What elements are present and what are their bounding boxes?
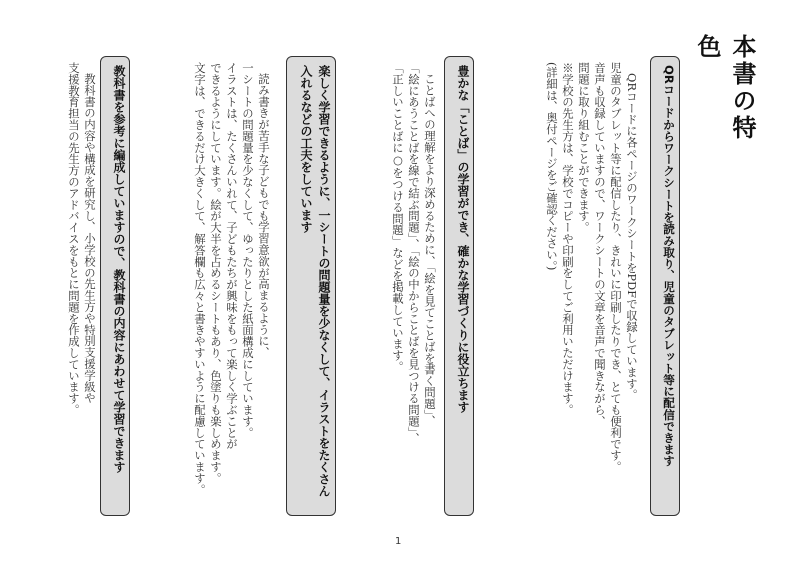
section-2-paragraph: ことばへの理解をより深めるために、「絵を見てことばを書く問題」、 (423, 73, 437, 427)
section-4-body (48, 62, 98, 512)
section-4-paragraph: 支援教育担当の先生方のアドバイスをもとに問題を作成しています。 (67, 62, 81, 416)
section-3-paragraph: イラストは、たくさんいれて、子どもたちが興味をもって楽しく学ぶことが (225, 62, 239, 450)
section-1-paragraph: 児童のタブレット等に配信したり、きれいに印刷したりでき、とても便利です。 (609, 62, 623, 473)
section-1-paragraph: ※学校の先生方は、学校でコピーや印刷をしてご利用いただけます。 (561, 62, 575, 416)
section-1-paragraph: 音声も収録していますので、ワークシートの文章を音声で聞きながら、 (593, 62, 607, 427)
section-3-paragraph: 文字は、できるだけ大きくして、解答欄も広々と書きやすいように配慮しています。 (193, 62, 207, 496)
section-4-heading: 教科書を参考に編成していますので、教科書の内容にあわせて学習できます (100, 56, 130, 516)
section-2-paragraph: 「絵にあうことばを線で結ぶ問題」、「絵の中からことばを見つける問題」、 (407, 62, 421, 444)
section-3-paragraph: 一シートの問題量を少なくして、ゆったりとした紙面構成にしています。 (241, 62, 255, 439)
section-3-heading: 楽しく学習できるように、一シートの問題量を少なくして、イラストをたくさん入れるなどの工夫をしています (286, 56, 336, 516)
section-2-paragraph: 「正しいことばに○をつける問題」などを掲載しています。 (391, 62, 405, 373)
section-1-heading: QRコードからワークシートを読み取り、児童のタブレット等に配信できます (650, 56, 680, 516)
section-1-body (512, 62, 640, 512)
section-3-body (172, 62, 272, 522)
section-4-paragraph: 教科書の内容や構成を研究し、小学校の先生方や特別支援学級や (83, 73, 97, 404)
section-1-paragraph: (詳細は、奥付ページをご確認ください。) (545, 62, 559, 271)
section-1-paragraph: QRコードに各ページのワークシートをPDFで収録しています。 (625, 73, 639, 402)
section-2-heading: 豊かな「ことば」の学習ができ、確かな学習づくりに役立ちます (444, 56, 474, 516)
page-number: 1 (395, 536, 402, 547)
section-3-paragraph: 読み書きが苦手な子どもでも学習意欲が高まるように、 (257, 73, 271, 359)
page-title: 本書の特色 (693, 34, 757, 142)
section-1-paragraph: 問題に取り組むことができます。 (577, 62, 591, 233)
section-2-body (362, 62, 438, 512)
section-3-paragraph: できるようにしています。絵が大半を占めるシートもあり、色塗りも楽しめます。 (209, 62, 223, 484)
